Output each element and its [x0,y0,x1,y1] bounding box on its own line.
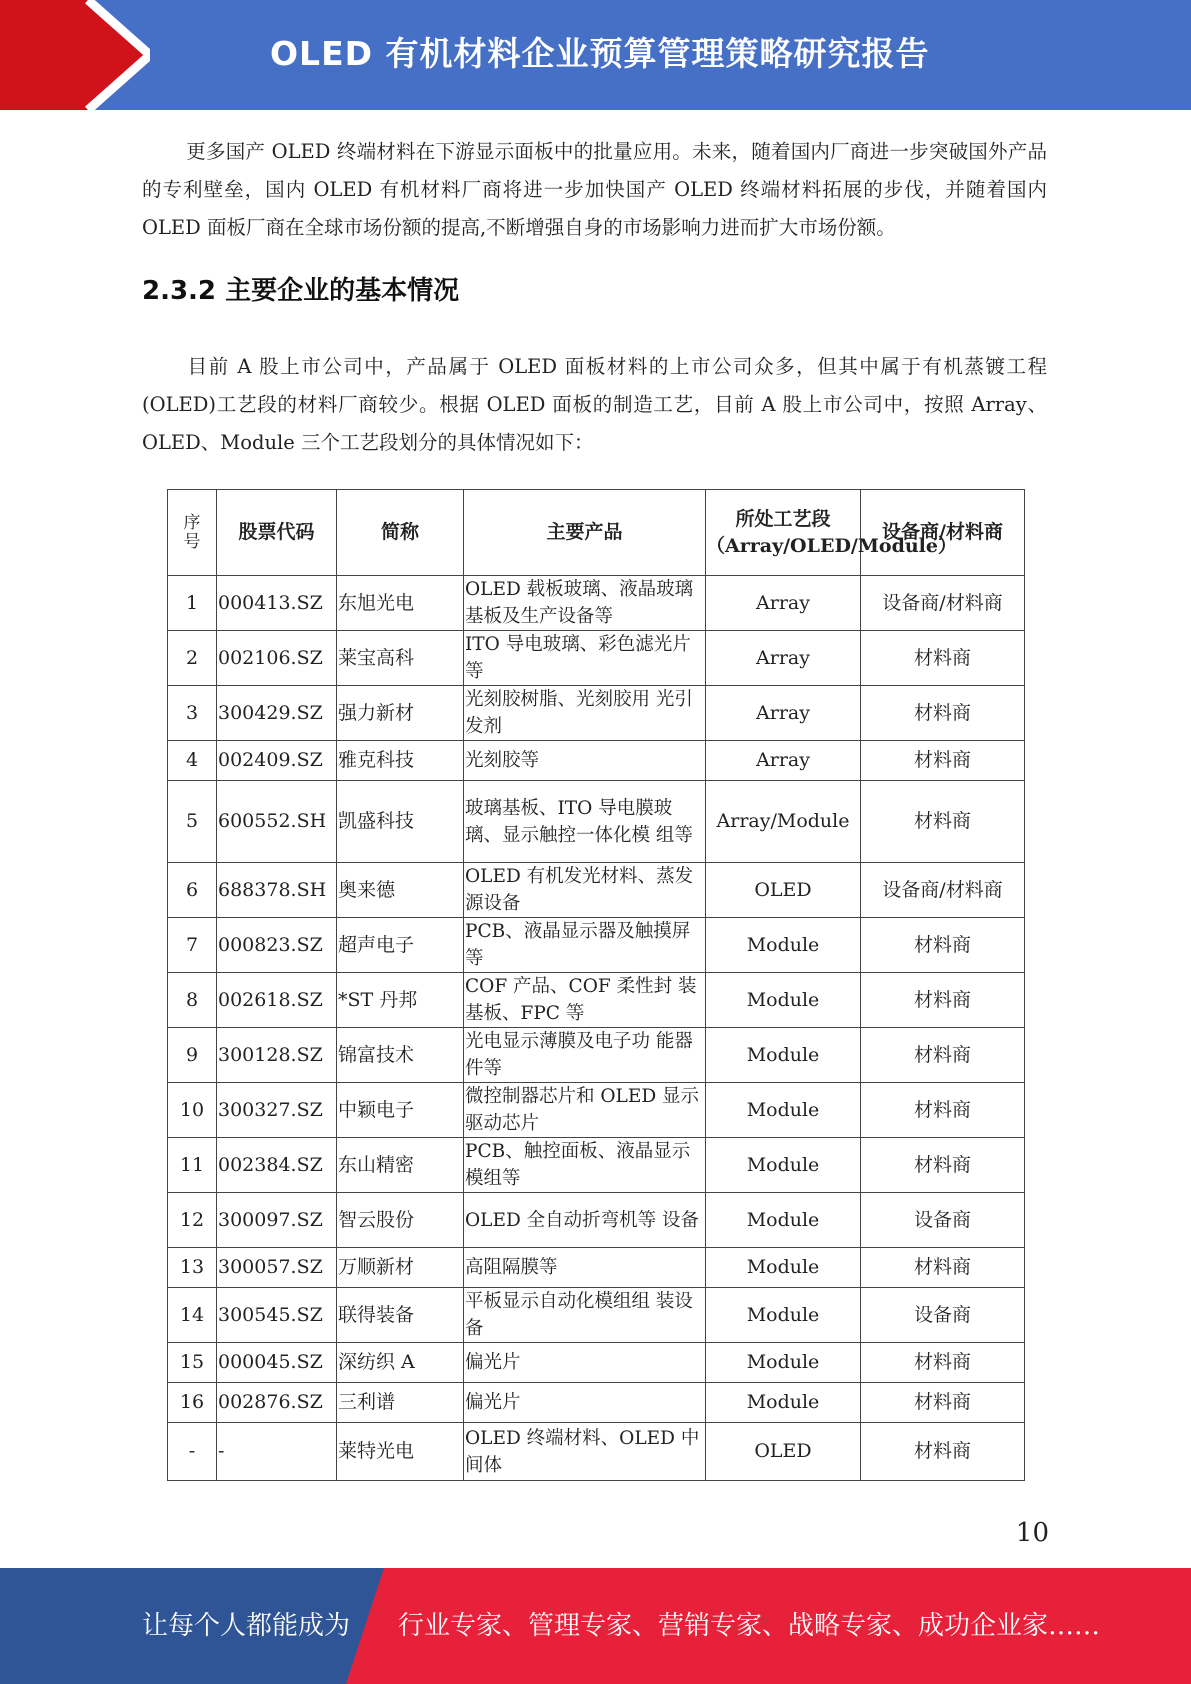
supplier-type-cell: 材料商 [861,918,1025,973]
process-stage-cell: Array [706,576,861,631]
supplier-type-cell: 材料商 [861,1383,1025,1423]
supplier-type-cell: 材料商 [861,1343,1025,1383]
short-name-cell: 三利谱 [337,1383,464,1423]
process-stage-cell: Module [706,918,861,973]
supplier-type-cell: 材料商 [861,686,1025,741]
main-product-cell: 平板显示自动化模组组 装设备 [464,1288,706,1343]
header-short-name: 简称 [337,490,464,576]
row-index-cell: 9 [168,1028,217,1083]
stock-code-cell: 000413.SZ [217,576,337,631]
short-name-cell: 凯盛科技 [337,781,464,863]
process-stage-cell: Module [706,1288,861,1343]
process-stage-cell: OLED [706,863,861,918]
supplier-type-cell: 材料商 [861,1028,1025,1083]
row-index-cell: 16 [168,1383,217,1423]
header-main-product: 主要产品 [464,490,706,576]
short-name-cell: 东山精密 [337,1138,464,1193]
row-index-cell: 1 [168,576,217,631]
table-row [168,973,1025,1028]
supplier-type-cell: 设备商 [861,1288,1025,1343]
table-row [168,1383,1025,1423]
header-arrow-decoration [0,0,150,110]
main-product-cell: 玻璃基板、ITO 导电膜玻璃、显示触控一体化模 组等 [464,781,706,863]
intro-paragraph: 更多国产 OLED 终端材料在下游显示面板中的批量应用。未来，随着国内厂商进一步突破国外产品的专利壁垒，国内 OLED 有机材料厂商将进一步加快国产 OLED 终端材料拓展的步伐，并随着国内 OLED 面板厂商在全球市场份额的提高,不断增强自身的市场影响力进而扩大市场份额。 [142,140,1047,239]
table-row [168,1028,1025,1083]
stock-code-cell: 002409.SZ [217,741,337,781]
process-stage-cell: Module [706,1028,861,1083]
process-stage-cell: Module [706,1138,861,1193]
main-product-cell: 光电显示薄膜及电子功 能器件等 [464,1028,706,1083]
supplier-type-cell: 材料商 [861,1138,1025,1193]
table-row [168,1193,1025,1248]
section-title: 2.3.2 主要企业的基本情况 [142,276,460,306]
stock-code-cell: 600552.SH [217,781,337,863]
table-row [168,1083,1025,1138]
supplier-type-cell: 材料商 [861,741,1025,781]
short-name-cell: 超声电子 [337,918,464,973]
stock-code-cell: - [217,1423,337,1481]
table-row [168,1248,1025,1288]
short-name-cell: 锦富技术 [337,1028,464,1083]
row-index-cell: 7 [168,918,217,973]
short-name-cell: *ST 丹邦 [337,973,464,1028]
supplier-type-cell: 设备商/材料商 [861,863,1025,918]
header-stock-code: 股票代码 [217,490,337,576]
short-name-cell: 莱宝高科 [337,631,464,686]
row-index-cell: 5 [168,781,217,863]
main-product-cell: 偏光片 [464,1343,706,1383]
stock-code-cell: 002618.SZ [217,973,337,1028]
footer-slogan-right: 行业专家、管理专家、营销专家、战略专家、成功企业家…… [398,1611,1101,1641]
stock-code-cell: 002384.SZ [217,1138,337,1193]
process-stage-cell: Array [706,631,861,686]
stock-code-cell: 002106.SZ [217,631,337,686]
supplier-type-cell: 材料商 [861,1423,1025,1481]
row-index-cell: 15 [168,1343,217,1383]
row-index-cell: 11 [168,1138,217,1193]
process-stage-cell: Module [706,1383,861,1423]
stock-code-cell: 300545.SZ [217,1288,337,1343]
main-product-cell: OLED 全自动折弯机等 设备 [464,1193,706,1248]
stock-code-cell: 688378.SH [217,863,337,918]
process-stage-cell: Module [706,1248,861,1288]
table-row [168,631,1025,686]
main-product-cell: 光刻胶树脂、光刻胶用 光引发剂 [464,686,706,741]
main-product-cell: ITO 导电玻璃、彩色滤光片等 [464,631,706,686]
footer-slogan-left: 让每个人都能成为 [142,1611,351,1641]
row-index-cell: 12 [168,1193,217,1248]
short-name-cell: 东旭光电 [337,576,464,631]
header-index [168,490,217,576]
supplier-type-cell: 材料商 [861,1248,1025,1288]
main-product-cell: 偏光片 [464,1383,706,1423]
table-row [168,1423,1025,1481]
header-supplier-type: 设备商/材料商 [861,490,1025,576]
main-product-cell: OLED 终端材料、OLED 中间体 [464,1423,706,1481]
table-row [168,576,1025,631]
main-product-cell: OLED 载板玻璃、液晶玻璃基板及生产设备等 [464,576,706,631]
short-name-cell: 中颖电子 [337,1083,464,1138]
header-index-label: 序 号 [183,512,201,552]
table-row [168,1288,1025,1343]
main-product-cell: PCB、触控面板、液晶显示模组等 [464,1138,706,1193]
table-row [168,1138,1025,1193]
process-stage-cell: Module [706,973,861,1028]
row-index-cell: 8 [168,973,217,1028]
stock-code-cell: 300429.SZ [217,686,337,741]
process-stage-cell: OLED [706,1423,861,1481]
table-header-row [168,490,1025,576]
row-index-cell: 6 [168,863,217,918]
short-name-cell: 深纺织 A [337,1343,464,1383]
supplier-type-cell: 材料商 [861,973,1025,1028]
company-table [167,489,1025,1481]
process-stage-cell: Array [706,686,861,741]
main-product-cell: COF 产品、COF 柔性封 装基板、FPC 等 [464,973,706,1028]
stock-code-cell: 000045.SZ [217,1343,337,1383]
report-title: OLED 有机材料企业预算管理策略研究报告 [270,34,930,73]
short-name-cell: 联得装备 [337,1288,464,1343]
main-product-cell: OLED 有机发光材料、蒸发源设备 [464,863,706,918]
stock-code-cell: 300097.SZ [217,1193,337,1248]
table-row [168,863,1025,918]
short-name-cell: 万顺新材 [337,1248,464,1288]
row-index-cell: 2 [168,631,217,686]
short-name-cell: 奥来德 [337,863,464,918]
process-stage-cell: Module [706,1343,861,1383]
stock-code-cell: 300128.SZ [217,1028,337,1083]
short-name-cell: 莱特光电 [337,1423,464,1481]
page-number: 10 [1015,1518,1049,1548]
process-stage-cell: Array/Module [706,781,861,863]
row-index-cell: 14 [168,1288,217,1343]
table-row [168,741,1025,781]
short-name-cell: 雅克科技 [337,741,464,781]
main-product-cell: 微控制器芯片和 OLED 显示驱动芯片 [464,1083,706,1138]
supplier-type-cell: 设备商 [861,1193,1025,1248]
row-index-cell: 10 [168,1083,217,1138]
stock-code-cell: 300327.SZ [217,1083,337,1138]
table-row [168,918,1025,973]
section-paragraph: 目前 A 股上市公司中，产品属于 OLED 面板材料的上市公司众多，但其中属于有机蒸镀工程(OLED)工艺段的材料厂商较少。根据 OLED 面板的制造工艺，目前 A 股上市公司中，按照 Array、OLED、Module 三个工艺段划分的具体情况如下： [142,355,1047,454]
main-product-cell: 光刻胶等 [464,741,706,781]
short-name-cell: 智云股份 [337,1193,464,1248]
process-stage-cell: Module [706,1193,861,1248]
process-stage-cell: Array [706,741,861,781]
main-product-cell: PCB、液晶显示器及触摸屏等 [464,918,706,973]
page-header [0,0,1191,110]
supplier-type-cell: 材料商 [861,1083,1025,1138]
table-row [168,686,1025,741]
table-row [168,781,1025,863]
row-index-cell: 13 [168,1248,217,1288]
process-stage-cell: Module [706,1083,861,1138]
row-index-cell: - [168,1423,217,1481]
row-index-cell: 3 [168,686,217,741]
short-name-cell: 强力新材 [337,686,464,741]
header-process-stage: 所处工艺段（Array/OLED/Module） [706,490,861,576]
supplier-type-cell: 材料商 [861,781,1025,863]
page-footer [0,1568,1191,1684]
stock-code-cell: 300057.SZ [217,1248,337,1288]
table-row [168,1343,1025,1383]
supplier-type-cell: 设备商/材料商 [861,576,1025,631]
main-product-cell: 高阻隔膜等 [464,1248,706,1288]
supplier-type-cell: 材料商 [861,631,1025,686]
row-index-cell: 4 [168,741,217,781]
stock-code-cell: 002876.SZ [217,1383,337,1423]
stock-code-cell: 000823.SZ [217,918,337,973]
